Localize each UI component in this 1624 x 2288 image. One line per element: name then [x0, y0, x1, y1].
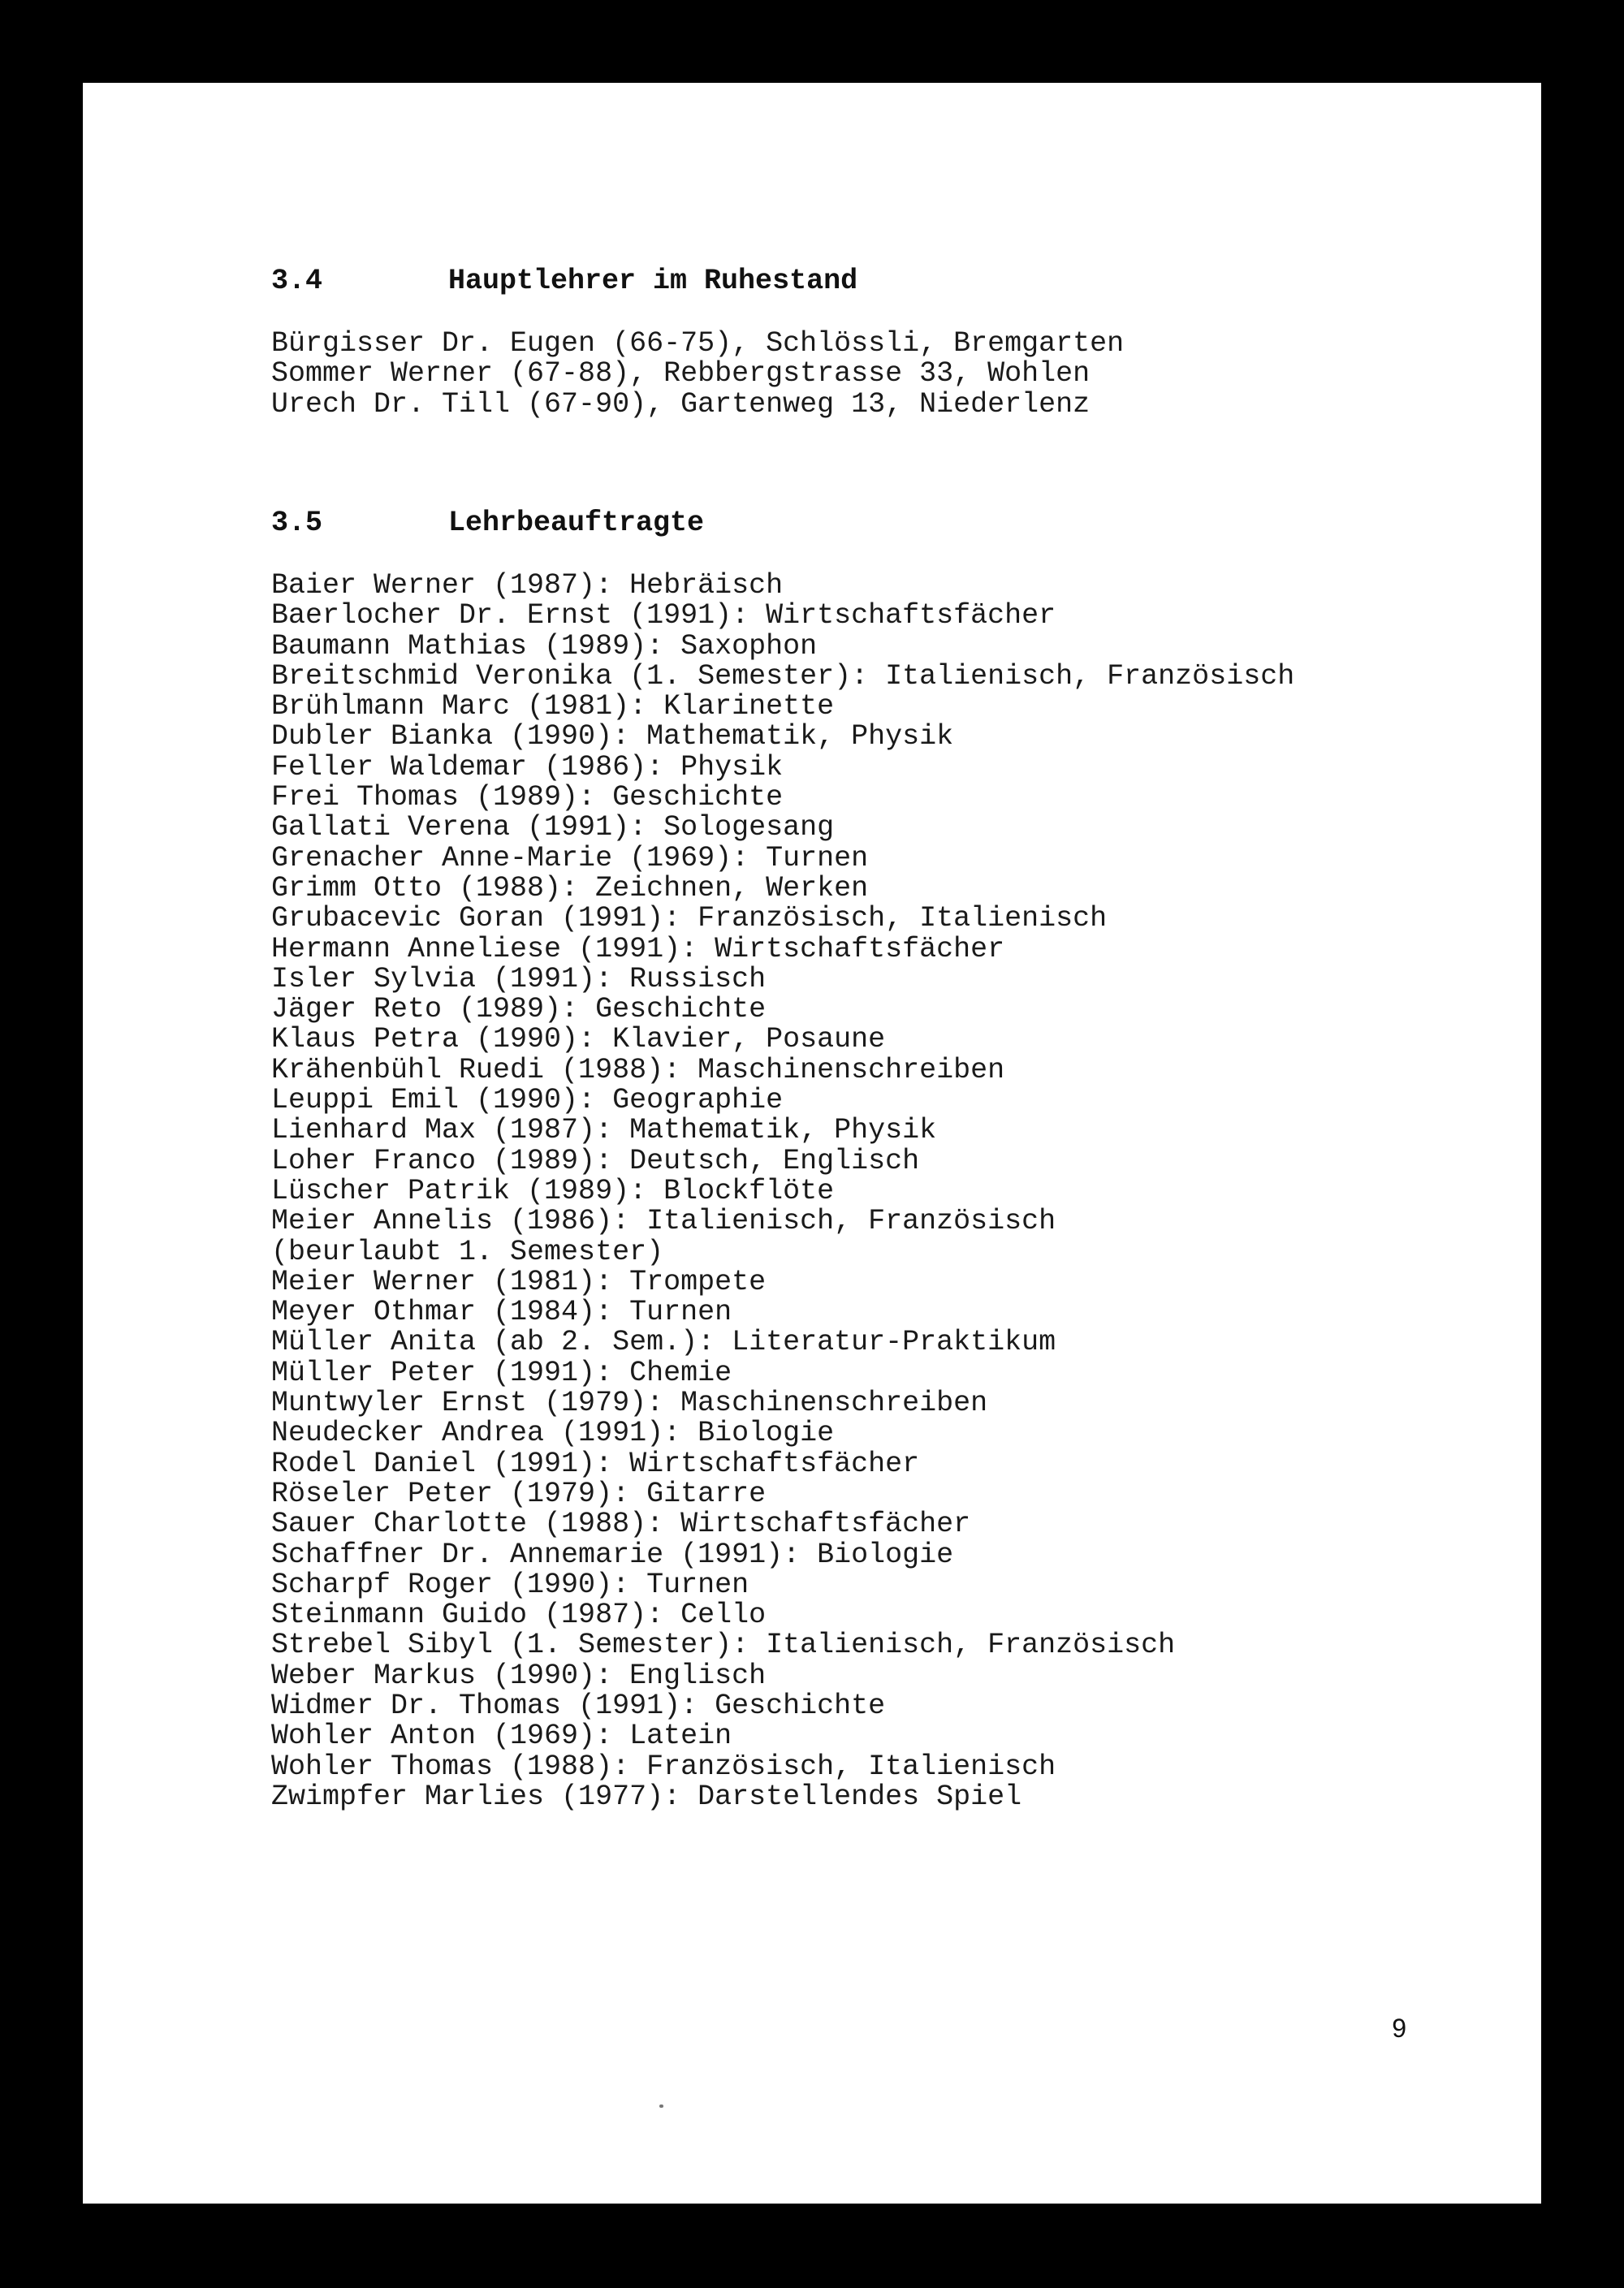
- section-heading: [271, 263, 1124, 299]
- section-title: Lehrbeauftragte: [448, 507, 705, 539]
- section-number: 3.5: [271, 507, 323, 539]
- list-entry: Müller Peter (1991): Chemie: [271, 1356, 732, 1389]
- list-entry: Weber Markus (1990): Englisch: [271, 1659, 767, 1692]
- list-entry: Frei Thomas (1989): Geschichte: [271, 781, 784, 814]
- list-entry: Meier Werner (1981): Trompete: [271, 1265, 767, 1298]
- list-entry: Müller Anita (ab 2. Sem.): Literatur-Praktikum: [271, 1326, 1056, 1359]
- list-entry: Krähenbühl Ruedi (1988): Maschinenschreiben: [271, 1053, 1005, 1086]
- list-entry: Bürgisser Dr. Eugen (66-75), Schlössli, Bremgarten: [271, 327, 1125, 360]
- list-entry: Jäger Reto (1989): Geschichte: [271, 993, 767, 1026]
- list-entry: Röseler Peter (1979): Gitarre: [271, 1477, 767, 1510]
- list-entry: Meier Annelis (1986): Italienisch, Französisch: [271, 1205, 1056, 1238]
- list-entry: Urech Dr. Till (67-90), Gartenweg 13, Niederlenz: [271, 387, 1091, 421]
- list-entry: Grenacher Anne-Marie (1969): Turnen: [271, 841, 869, 874]
- section-heading: [271, 505, 1294, 541]
- list-entry: Neudecker Andrea (1991): Biologie: [271, 1417, 835, 1450]
- list-entry: Isler Sylvia (1991): Russisch: [271, 962, 767, 995]
- list-entry: Widmer Dr. Thomas (1991): Geschichte: [271, 1689, 886, 1722]
- list-entry: Rodel Daniel (1991): Wirtschaftsfächer: [271, 1447, 920, 1480]
- list-entry: Loher Franco (1989): Deutsch, Englisch: [271, 1144, 920, 1177]
- list-entry: Sauer Charlotte (1988): Wirtschaftsfächer: [271, 1508, 971, 1541]
- list-entry: Zwimpfer Marlies (1977): Darstellendes Spiel: [271, 1780, 1022, 1813]
- list-entry: Wohler Anton (1969): Latein: [271, 1720, 732, 1753]
- list-entry: Lüscher Patrik (1989): Blockflöte: [271, 1174, 835, 1207]
- list-entry: Sommer Werner (67-88), Rebbergstrasse 33, Wohlen: [271, 357, 1091, 391]
- list-entry: Leuppi Emil (1990): Geographie: [271, 1084, 784, 1117]
- section-number: 3.4: [271, 265, 323, 297]
- list-entry: Brühlmann Marc (1981): Klarinette: [271, 690, 835, 723]
- list-entry: Feller Waldemar (1986): Physik: [271, 750, 784, 784]
- section-hauptlehrer-im-ruhestand: [271, 263, 1124, 420]
- list-entry: Grimm Otto (1988): Zeichnen, Werken: [271, 871, 869, 904]
- list-entry: Gallati Verena (1991): Sologesang: [271, 811, 835, 844]
- list-entry: Steinmann Guido (1987): Cello: [271, 1599, 767, 1632]
- list-entry: Baumann Mathias (1989): Saxophon: [271, 629, 818, 663]
- section-title: Hauptlehrer im Ruhestand: [448, 265, 858, 297]
- list-entry: Dubler Bianka (1990): Mathematik, Physik: [271, 720, 954, 753]
- list-entry: Strebel Sibyl (1. Semester): Italienisch, Französisch: [271, 1629, 1176, 1662]
- list-entry: Hermann Anneliese (1991): Wirtschaftsfächer: [271, 932, 1005, 965]
- list-entry: Meyer Othmar (1984): Turnen: [271, 1296, 732, 1329]
- retired-teachers-list: [271, 329, 1124, 420]
- list-entry: Wohler Thomas (1988): Französisch, Italienisch: [271, 1750, 1056, 1783]
- list-entry: Baier Werner (1987): Hebräisch: [271, 569, 784, 602]
- section-lehrbeauftragte: [271, 505, 1294, 1812]
- page-number: 9: [1392, 2014, 1406, 2043]
- list-entry: Muntwyler Ernst (1979): Maschinenschreiben: [271, 1387, 988, 1420]
- list-entry: Grubacevic Goran (1991): Französisch, Italienisch: [271, 902, 1108, 935]
- lecturers-list: [271, 571, 1294, 1812]
- list-entry: Lienhard Max (1987): Mathematik, Physik: [271, 1114, 937, 1147]
- list-entry: Klaus Petra (1990): Klavier, Posaune: [271, 1023, 886, 1056]
- list-entry: Schaffner Dr. Annemarie (1991): Biologie: [271, 1538, 954, 1571]
- list-entry: (beurlaubt 1. Semester): [271, 1235, 664, 1268]
- list-entry: Breitschmid Veronika (1. Semester): Italienisch, Französisch: [271, 659, 1295, 693]
- scan-speck: [659, 2105, 663, 2108]
- list-entry: Scharpf Roger (1990): Turnen: [271, 1568, 749, 1601]
- document-page: [83, 83, 1541, 2204]
- list-entry: Baerlocher Dr. Ernst (1991): Wirtschaftsfächer: [271, 599, 1056, 632]
